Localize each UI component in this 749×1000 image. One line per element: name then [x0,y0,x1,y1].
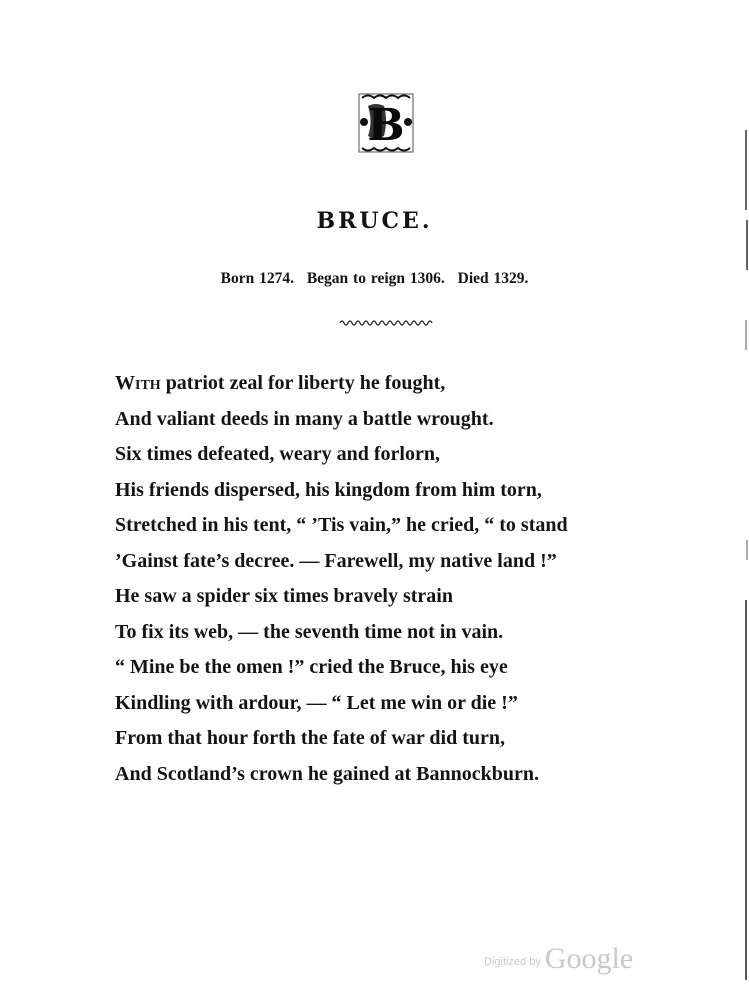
scan-edge-artifact [739,0,749,1000]
poem-first-line-rest: patriot zeal for liberty he fought, [160,372,446,394]
poem-line: To fix its web, — the seventh time not in vain. [115,620,504,643]
digitized-watermark [484,936,644,976]
reign-date: Began to reign 1306. [306,270,445,287]
poem-line: From that hour forth the fate of war did turn, [115,727,505,749]
poem-line: ’Gainst fate’s decree. — Farewell, my native land !” [115,549,557,572]
poem-line: He saw a spider six times bravely strain [115,585,453,607]
poem-line [115,366,675,402]
poem-line: And Scotland’s crown he gained at Bannockburn. [115,762,539,785]
wavy-divider-ornament [338,318,434,328]
chapter-title: BRUCE. [316,208,433,234]
born-date: Born 1274. [220,270,294,287]
poem-line: “ Mine be the omen !” cried the Bruce, his eye [115,656,508,678]
poem-line: Kindling with ardour, — “ Let me win or die !” [115,691,518,714]
poem-text [115,366,675,792]
poem-first-word: With [115,372,161,394]
watermark-prefix: Digitized by [484,956,541,968]
death-date: Died 1329. [457,270,529,287]
poem-line: Stretched in his tent, “ ’Tis vain,” he cried, “ to stand [115,514,568,536]
poem-line: His friends dispersed, his kingdom from him torn, [115,478,542,501]
ornamental-initial-b [358,92,414,154]
watermark-brand: Google [544,942,634,975]
reign-dates [0,270,749,288]
poem-line: And valiant deeds in many a battle wrought. [115,407,494,430]
svg-text:B: B [367,100,405,151]
poem-line: Six times defeated, weary and forlorn, [115,443,440,465]
